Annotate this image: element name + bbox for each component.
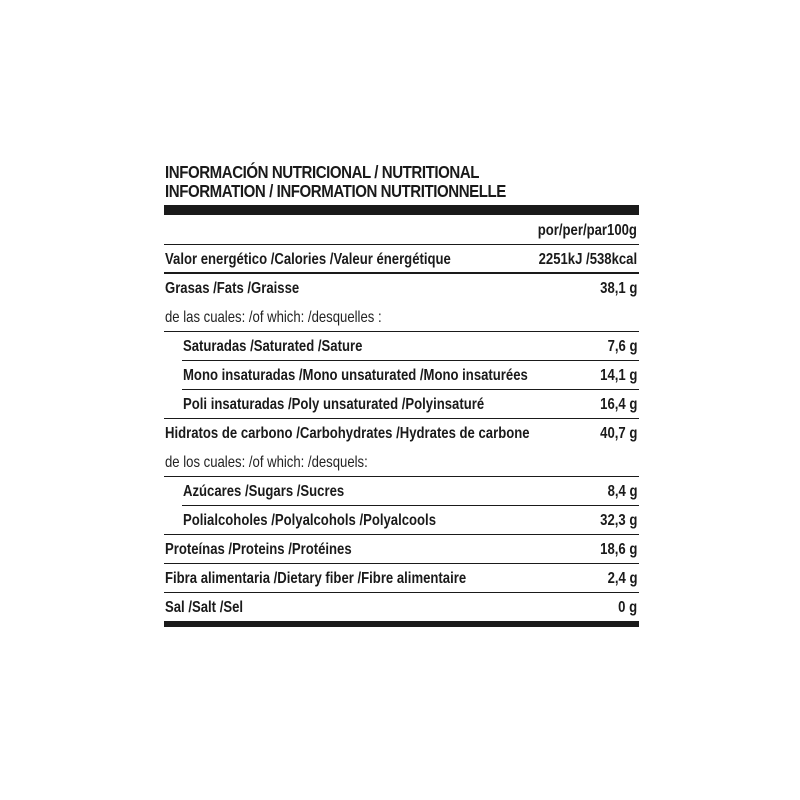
per-100g-header — [164, 215, 639, 245]
nutrient-name: Fibra alimentaria /Dietary fiber /Fibre alimentaire — [165, 570, 467, 587]
nutrient-row-carbs-of-which — [164, 448, 639, 477]
nutrient-name: de los cuales: /of which: /desquels: — [165, 454, 368, 471]
per-100g-label: por/per/par100g — [537, 222, 637, 239]
nutrient-value: 14,1 g — [599, 367, 637, 384]
nutrient-row-energy — [164, 245, 639, 274]
title-line-1: INFORMACIÓN NUTRICIONAL / NUTRITIONAL — [165, 162, 480, 182]
nutrient-value: 0 g — [618, 599, 637, 616]
nutrient-name: Sal /Salt /Sel — [165, 599, 244, 616]
nutrition-title — [165, 162, 573, 200]
nutrient-row-fats-of-which — [164, 303, 639, 332]
nutrient-value: 18,6 g — [599, 541, 637, 558]
nutrient-name: Mono insaturadas /Mono unsaturated /Mono insaturées — [183, 367, 528, 384]
nutrient-value: 40,7 g — [599, 425, 637, 442]
nutrient-name: Grasas /Fats /Graisse — [165, 280, 300, 297]
nutrient-value: 2,4 g — [607, 570, 637, 587]
nutrition-label — [164, 162, 639, 627]
nutrient-row-carbohydrates — [164, 419, 639, 448]
title-line-2: INFORMATION / INFORMATION NUTRITIONNELLE — [165, 181, 506, 201]
nutrient-value: 8,4 g — [607, 483, 637, 500]
nutrient-row-mono-unsaturated — [182, 361, 639, 390]
nutrient-name: Saturadas /Saturated /Sature — [183, 338, 363, 355]
nutrient-name: Azúcares /Sugars /Sucres — [183, 483, 345, 500]
nutrient-name: Poli insaturadas /Poly unsaturated /Polyinsaturé — [183, 396, 485, 413]
nutrient-value: 38,1 g — [599, 280, 637, 297]
nutrient-name: Valor energético /Calories /Valeur énergétique — [165, 251, 451, 268]
nutrient-name: Polialcoholes /Polyalcohols /Polyalcools — [183, 512, 437, 529]
nutrient-row-proteins — [164, 535, 639, 564]
nutrient-value: 32,3 g — [599, 512, 637, 529]
nutrient-value: 7,6 g — [607, 338, 637, 355]
nutrient-name: Hidratos de carbono /Carbohydrates /Hydrates de carbone — [165, 425, 530, 442]
nutrient-row-sugars — [182, 477, 639, 506]
nutrient-value: 16,4 g — [599, 396, 637, 413]
nutrient-row-poly-unsaturated — [164, 390, 639, 419]
nutrient-row-fats — [164, 274, 639, 303]
nutrient-row-saturated — [182, 332, 639, 361]
nutrient-row-salt — [164, 593, 639, 622]
nutrient-row-dietary-fiber — [164, 564, 639, 593]
nutrient-name: Proteínas /Proteins /Protéines — [165, 541, 352, 558]
top-divider — [164, 205, 639, 215]
nutrient-value: 2251kJ /538kcal — [538, 251, 637, 268]
nutrient-row-polyalcohols — [164, 506, 639, 535]
nutrient-name: de las cuales: /of which: /desquelles : — [165, 309, 382, 326]
